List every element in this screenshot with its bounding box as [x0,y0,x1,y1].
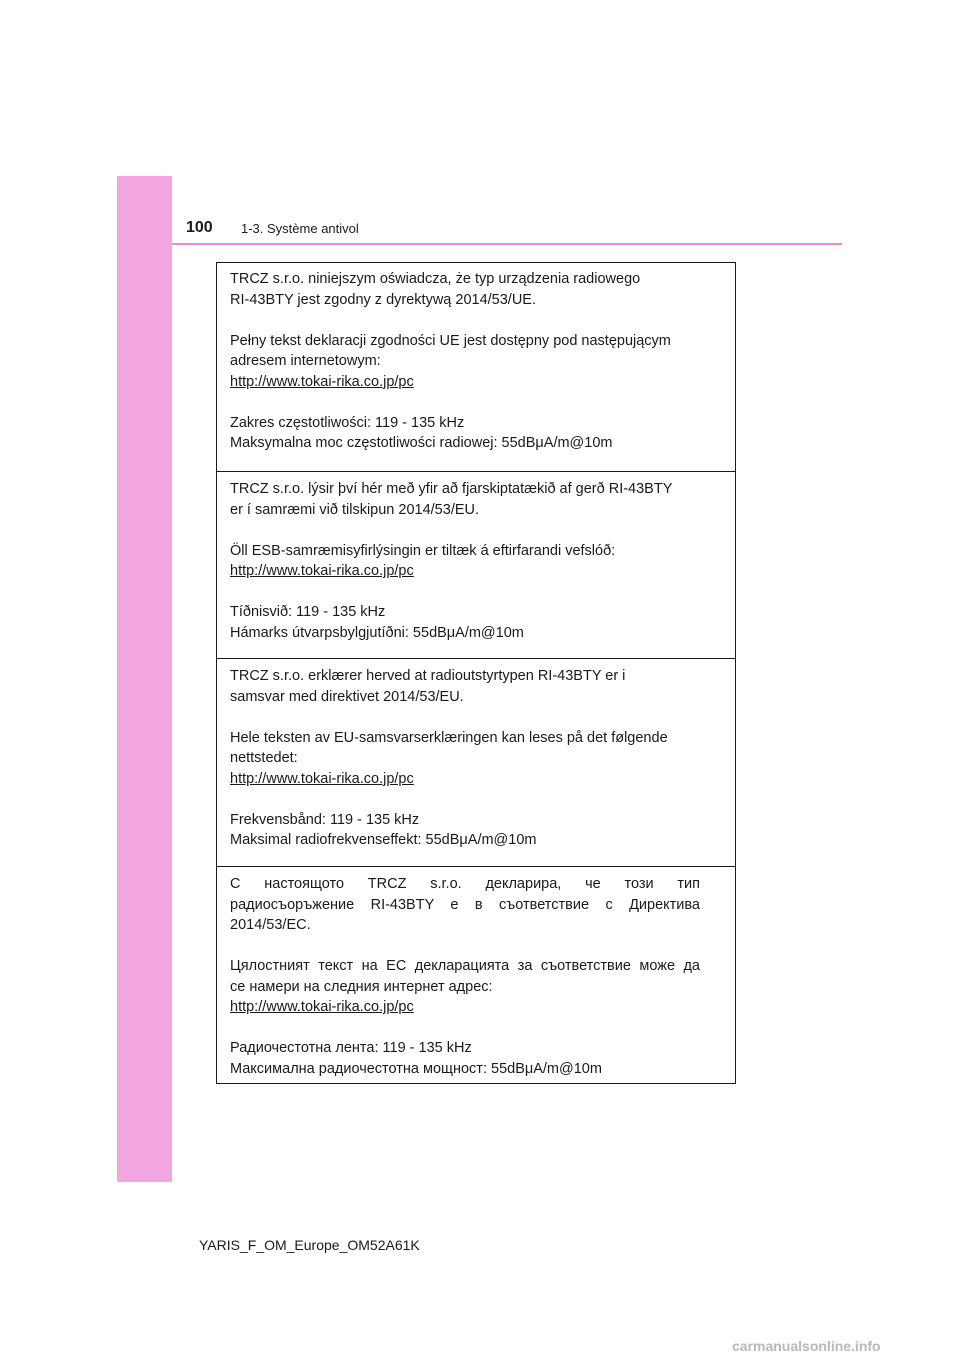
frequency-line: Tíðnisvið: 119 - 135 kHz [230,604,386,620]
declaration-box [216,262,736,1084]
watermark: carmanualsonline.info [732,1338,881,1354]
declaration-polish [217,269,735,472]
statement-line: TRCZ s.r.o. lýsir því hér með yfir að fjarskiptatækið af gerð RI-43BTY [230,481,673,497]
statement-line: er í samræmi við tilskipun 2014/53/EU. [230,501,480,518]
statement-line: TRCZ s.r.o. niniejszym oświadcza, że typ urządzenia radiowego [230,271,641,287]
chapter-sidebar-tab [117,176,172,1182]
statement-line: samsvar med direktivet 2014/53/EU. [230,688,464,705]
power-line: Maksimal radiofrekvenseffekt: 55dBμA/m@10m [230,832,537,848]
url-link[interactable]: http://www.tokai-rika.co.jp/pc [230,770,414,787]
page-number: 100 [186,219,213,236]
fulltext-line: adresem internetowym: [230,353,381,369]
fulltext-line: Hele teksten av EU-samsvarserklæringen kan leses på det følgende [230,729,668,746]
fulltext-line: се намери на следния интернет адрес: [230,978,493,995]
declaration-icelandic [217,473,735,659]
statement-line: TRCZ s.r.o. erklærer herved at radioutstyrtypen RI-43BTY er i [230,668,626,684]
url-link[interactable]: http://www.tokai-rika.co.jp/pc [230,563,414,579]
frequency-line: Frekvensbånd: 119 - 135 kHz [230,811,420,828]
fulltext-line: nettstedet: [230,750,298,766]
statement-line: RI-43BTY jest zgodny z dyrektywą 2014/53/UE. [230,291,536,308]
power-line: Максимална радиочестотна мощност: 55dBμA/m@10m [230,1060,602,1077]
section-title: 1-3. Système antivol [241,221,359,236]
statement-line: С настоящото TRCZ s.r.o. декларира, че този тип [230,876,700,892]
frequency-line: Радиочестотна лента: 119 - 135 kHz [230,1040,472,1056]
power-line: Maksymalna moc częstotliwości radiowej: 55dBμA/m@10m [230,435,613,451]
declaration-bulgarian [217,868,735,1083]
header-rule [172,243,842,245]
frequency-line: Zakres częstotliwości: 119 - 135 kHz [230,414,465,431]
power-line: Hámarks útvarpsbylgjutíðni: 55dBμA/m@10m [230,624,524,641]
fulltext-line: Öll ESB-samræmisyfirlýsingin er tiltæk á eftirfarandi vefslóð: [230,542,616,559]
declaration-norwegian [217,660,735,867]
statement-line: 2014/53/ЕС. [230,917,311,933]
statement-line: радиосъоръжение RI-43BTY е в съответствие с Директива [230,896,700,913]
fulltext-line: Pełny tekst deklaracji zgodności UE jest dostępny pod następującym [230,332,671,349]
fulltext-line: Цялостният текст на ЕС декларацията за съответствие може да [230,958,700,974]
url-link[interactable]: http://www.tokai-rika.co.jp/pc [230,373,414,390]
document-id: YARIS_F_OM_Europe_OM52A61K [199,1237,420,1253]
url-link[interactable]: http://www.tokai-rika.co.jp/pc [230,999,414,1015]
